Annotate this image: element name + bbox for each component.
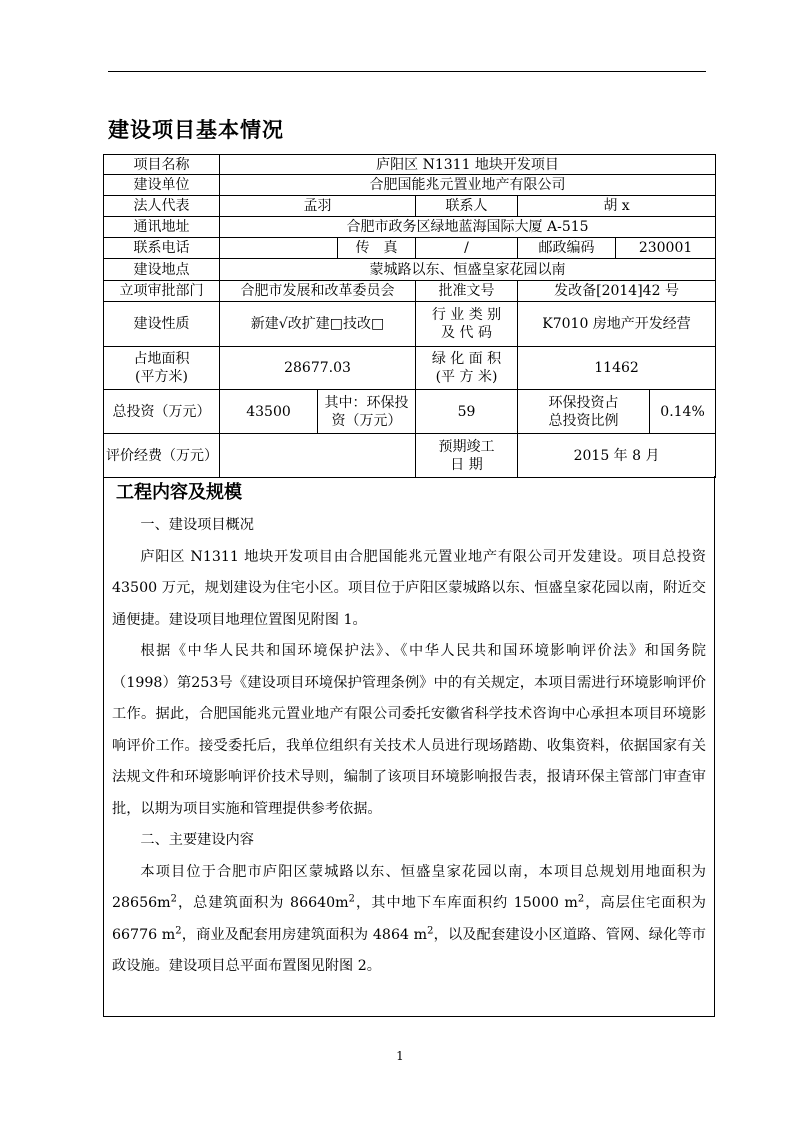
para3-part-a: 本项目位于合肥市庐阳区蒙城路以东、恒盛皇家花园以南，本项目总规划用地面积为 28656m bbox=[112, 863, 706, 911]
superscript-2: 2 bbox=[577, 893, 585, 905]
page-title: 建设项目基本情况 bbox=[108, 118, 284, 142]
para3-part-d: ，高层住宅面积为 66776 m bbox=[112, 895, 706, 943]
legal-rep-value: 孟羽 bbox=[220, 196, 416, 217]
nature-value: 新建√改扩建□技改□ bbox=[220, 302, 416, 347]
heading-main-content: 二、主要建设内容 bbox=[140, 832, 254, 848]
green-area-label-line1: 绿 化 面 积 bbox=[431, 351, 502, 367]
phone-value bbox=[220, 238, 338, 259]
land-area-label-line2: (平方米) bbox=[135, 369, 188, 385]
env-invest-label-line1: 其中：环保投 bbox=[324, 394, 409, 411]
superscript-2: 2 bbox=[427, 924, 434, 936]
heading-overview: 一、建设项目概况 bbox=[140, 517, 254, 533]
approval-dept-label: 立项审批部门 bbox=[104, 281, 220, 302]
approval-no-value: 发改备[2014]42 号 bbox=[518, 281, 716, 302]
land-area-label-line1: 占地面积 bbox=[133, 351, 190, 367]
env-ratio-value: 0.14% bbox=[650, 390, 716, 434]
superscript-2: 2 bbox=[348, 893, 355, 905]
address-value: 合肥市政务区绿地蓝海国际大厦 A-515 bbox=[220, 217, 716, 238]
para3-part-c: ，其中地下车库面积约 15000 m bbox=[354, 895, 578, 911]
para3-part-f: ，以及配套建设小区道路、管网、绿化等市政设施。建设项目总平面布置图见附图 2。 bbox=[112, 926, 706, 974]
green-area-label bbox=[416, 347, 518, 390]
completion-label-line2: 日 期 bbox=[450, 456, 483, 473]
env-ratio-label-line1: 环保投资占 bbox=[548, 394, 619, 411]
unit-value: 合肥国能兆元置业地产有限公司 bbox=[220, 175, 716, 196]
eval-fee-value bbox=[220, 434, 416, 478]
env-invest-value: 59 bbox=[416, 390, 518, 434]
page-number: 1 bbox=[396, 1049, 404, 1063]
approval-no-label: 批准文号 bbox=[416, 281, 518, 302]
superscript-2: 2 bbox=[170, 893, 177, 905]
completion-label bbox=[416, 434, 518, 478]
project-info-table bbox=[103, 154, 716, 478]
completion-label-line1: 预期竣工 bbox=[438, 438, 495, 455]
header-rule bbox=[108, 71, 706, 72]
fax-value: / bbox=[416, 238, 518, 259]
fax-label: 传 真 bbox=[338, 238, 416, 259]
contact-label: 联系人 bbox=[416, 196, 518, 217]
env-invest-label bbox=[318, 390, 416, 434]
industry-label-line1: 行 业 类 别 bbox=[431, 307, 502, 323]
industry-label-line2: 及 代 码 bbox=[441, 325, 492, 341]
industry-label bbox=[416, 302, 518, 347]
section-body bbox=[112, 510, 706, 983]
green-area-label-line2: (平 方 米) bbox=[435, 369, 498, 385]
address-label: 通讯地址 bbox=[104, 217, 220, 238]
green-area-value: 11462 bbox=[518, 347, 716, 390]
paragraph-overview: 庐阳区 N1311 地块开发项目由合肥国能兆元置业地产有限公司开发建设。项目总投资 43500 万元，规划建设为住宅小区。项目位于庐阳区蒙城路以东、恒盛皇家花园以南，附近交通便捷。建设项目地理位置图见附图 1。 bbox=[112, 548, 706, 628]
total-invest-value: 43500 bbox=[220, 390, 318, 434]
paragraph-legal-basis: 根据《中华人民共和国环境保护法》、《中华人民共和国环境影响评价法》和国务院（1998）第253号《建设项目环境保护管理条例》中的有关规定，本项目需进行环境影响评价工作。据此，合肥国能兆元置业地产有限公司委托安徽省科学技术咨询中心承担本项目环境影响评价工作。接受委托后，我单位组织有关技术人员进行现场踏勘、收集资料，依据国家有关法规文件和环境影响评价技术导则，编制了该项目环境影响报告表，报请环保主管部门审查审批，以期为项目实施和管理提供参考依据。 bbox=[112, 643, 706, 817]
location-value: 蒙城路以东、恒盛皇家花园以南 bbox=[220, 259, 716, 281]
location-label: 建设地点 bbox=[104, 259, 220, 281]
contact-value: 胡 x bbox=[518, 196, 716, 217]
land-area-value: 28677.03 bbox=[220, 347, 416, 390]
eval-fee-label: 评价经费（万元） bbox=[104, 434, 220, 478]
postcode-value: 230001 bbox=[616, 238, 716, 259]
paragraph-main-content bbox=[112, 857, 706, 983]
industry-value: K7010 房地产开发经营 bbox=[518, 302, 716, 347]
env-ratio-label-line2: 总投资比例 bbox=[548, 412, 619, 429]
nature-label: 建设性质 bbox=[104, 302, 220, 347]
legal-rep-label: 法人代表 bbox=[104, 196, 220, 217]
approval-dept-value: 合肥市发展和改革委员会 bbox=[220, 281, 416, 302]
land-area-label bbox=[104, 347, 220, 390]
para3-part-b: ，总建筑面积为 86640m bbox=[176, 895, 349, 911]
phone-label: 联系电话 bbox=[104, 238, 220, 259]
section-title: 工程内容及规模 bbox=[116, 482, 242, 503]
para3-part-e: ，商业及配套用房建筑面积为 4864 m bbox=[181, 926, 428, 943]
completion-value: 2015 年 8 月 bbox=[518, 434, 716, 478]
unit-label: 建设单位 bbox=[104, 175, 220, 196]
project-name-value: 庐阳区 N1311 地块开发项目 bbox=[220, 155, 716, 175]
env-invest-label-line2: 资（万元） bbox=[331, 412, 402, 429]
env-ratio-label bbox=[518, 390, 650, 434]
postcode-label: 邮政编码 bbox=[518, 238, 616, 259]
superscript-2: 2 bbox=[175, 924, 182, 936]
total-invest-label: 总投资（万元） bbox=[104, 390, 220, 434]
project-name-label: 项目名称 bbox=[104, 155, 220, 175]
